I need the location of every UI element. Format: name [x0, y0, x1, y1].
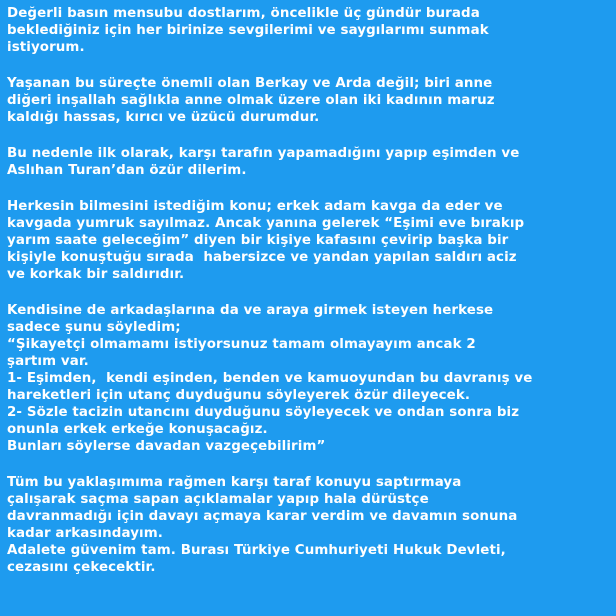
paragraph-greeting [7, 5, 608, 56]
text-line: beklediğiniz için her birinize sevgilerimi ve saygılarımı sunmak [7, 23, 489, 38]
paragraph-conclusion [7, 474, 608, 576]
paragraph-incident [7, 198, 608, 283]
paragraph-apology [7, 145, 608, 179]
text-line: çalışarak saçma sapan açıklamalar yapıp hala dürüstçe [7, 492, 429, 507]
text-line: ve korkak bir saldırıdır. [7, 267, 185, 282]
text-line: Bu nedenle ilk olarak, karşı tarafın yapamadığını yapıp eşimden ve [7, 146, 520, 161]
text-line: Bunları söylerse davadan vazgeçebilirim” [7, 439, 326, 454]
text-line: Değerli basın mensubu dostlarım, öncelikle üç gündür burada [7, 6, 480, 21]
text-line: 2- Sözle tacizin utancını duyduğunu söyleyecek ve ondan sonra biz [7, 405, 520, 420]
text-line: kaldığı hassas, kırıcı ve üzücü durumdur. [7, 110, 320, 125]
text-line: şartım var. [7, 354, 89, 369]
text-line: 1- Eşimden, kendi eşinden, benden ve kamuoyundan bu davranış ve [7, 371, 533, 386]
text-line: Aslıhan Turan’dan özür dilerim. [7, 163, 247, 178]
text-line: Adalete güvenim tam. Burası Türkiye Cumhuriyeti Hukuk Devleti, [7, 543, 506, 558]
text-line: “Şikayetçi olmamamı istiyorsunuz tamam olmayayım ancak 2 [7, 337, 476, 352]
text-line: onunla erkek erkeğe konuşacağız. [7, 422, 268, 437]
text-line: kavgada yumruk sayılmaz. Ancak yanına gelerek “Eşimi eve bırakıp [7, 216, 525, 231]
text-line: Herkesin bilmesini istediğim konu; erkek adam kavga da eder ve [7, 199, 503, 214]
text-line: cezasını çekecektir. [7, 560, 156, 575]
text-line: yarım saate geleceğim” diyen bir kişiye kafasını çevirip başka bir [7, 233, 509, 248]
text-line: kişiyle konuştuğu sırada habersizce ve yandan yapılan saldırı aciz [7, 250, 517, 265]
text-line: Yaşanan bu süreçte önemli olan Berkay ve Arda değil; biri anne [7, 76, 493, 91]
text-line: sadece şunu söyledim; [7, 320, 181, 335]
paragraph-conditions [7, 302, 608, 455]
text-line: Tüm bu yaklaşımıma rağmen karşı taraf konuyu saptırmaya [7, 475, 462, 490]
paragraph-situation [7, 75, 608, 126]
text-line: davranmadığı için davayı açmaya karar verdim ve davamın sonuna [7, 509, 518, 524]
text-line: hareketleri için utanç duyduğunu söyleyerek özür dileyecek. [7, 388, 471, 403]
text-line: istiyorum. [7, 40, 85, 55]
text-line: diğeri inşallah sağlıkla anne olmak üzere olan iki kadının maruz [7, 93, 495, 108]
text-line: kadar arkasındayım. [7, 526, 163, 541]
text-line: Kendisine de arkadaşlarına da ve araya girmek isteyen herkese [7, 303, 494, 318]
